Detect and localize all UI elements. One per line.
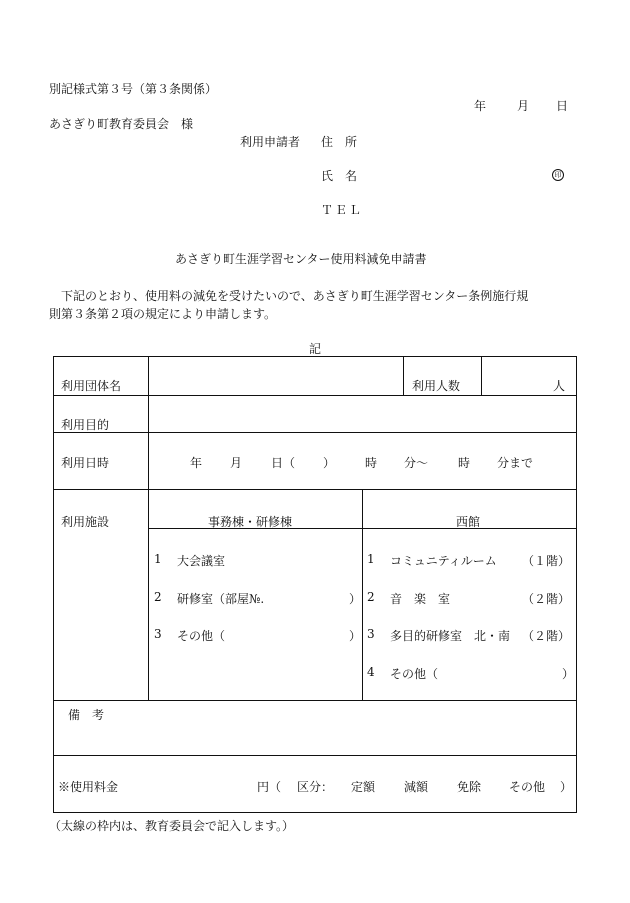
fee-label: ※使用料金 [58,780,119,794]
right-item-no: 4 [367,665,375,679]
right-item-suffix: （２階） [522,629,571,643]
dt-month: 月 [230,456,243,470]
people-unit: 人 [553,379,566,393]
dt-paren-close: ） [323,456,336,470]
fee-option-reduced[interactable]: 減額 [404,780,429,794]
remarks-field[interactable] [120,704,570,752]
address-label: 住 所 [321,135,358,149]
fee-yen: 円（ [257,780,282,794]
right-item-no: 1 [367,552,375,566]
right-item-label[interactable]: 多目的研修室 北・南 [390,629,511,643]
intro-text-line2: 則第３条第２項の規定により申請します。 [49,307,277,321]
col-right-header: 西館 [456,515,481,529]
fee-option-fixed[interactable]: 定額 [351,780,376,794]
footnote: （太線の枠内は、教育委員会で記入します。） [49,819,295,833]
purpose-field[interactable] [152,397,572,430]
dt-year: 年 [190,456,203,470]
purpose-label: 利用目的 [61,418,110,432]
left-item-label[interactable]: 大会議室 [177,554,226,568]
date-month-label: 月 [517,99,530,113]
document-title: あさぎり町生涯学習センター使用料減免申請書 [175,252,427,266]
datetime-label: 利用日時 [61,456,110,470]
fee-option-other[interactable]: その他 [509,780,546,794]
right-item-label[interactable]: コミュニティルーム [390,554,497,568]
right-item-label[interactable]: 音 楽 室 [390,592,451,606]
applicant-label: 利用申請者 [240,135,301,149]
left-item-label[interactable]: 研修室（部屋№. [177,592,265,606]
right-item-suffix: ） [562,667,575,681]
dt-hour2: 時 [458,456,471,470]
name-label: 氏 名 [321,169,358,183]
fee-option-exempt[interactable]: 免除 [457,780,482,794]
left-item-no: 1 [154,552,162,566]
date-day-label: 日 [556,99,569,113]
addressee: あさぎり町教育委員会 様 [49,117,194,131]
left-item-no: 3 [154,627,162,641]
left-item-close: ） [349,592,362,606]
date-year-label: 年 [474,99,487,113]
dt-min-to: 分まで [497,456,534,470]
facility-label: 利用施設 [61,515,110,529]
remarks-label: 備 考 [68,708,105,722]
left-item-close: ） [349,629,362,643]
fee-close: ） [560,780,573,794]
right-item-suffix: （２階） [522,592,571,606]
seal-mark: 印 [552,169,564,181]
people-count-label: 利用人数 [412,379,461,393]
col-left-header: 事務棟・研修棟 [208,515,293,529]
intro-text-line1: 下記のとおり、使用料の減免を受けたいので、あさぎり町生涯学習センター条例施行規 [61,289,529,303]
right-item-no: 3 [367,627,375,641]
right-item-suffix: （１階） [522,554,571,568]
right-item-label[interactable]: その他（ [390,667,439,681]
right-item-no: 2 [367,590,375,604]
people-count-field[interactable] [486,358,546,393]
group-name-field[interactable] [152,358,400,393]
dt-min-from: 分～ [404,456,429,470]
dt-hour: 時 [365,456,378,470]
group-name-label: 利用団体名 [61,379,122,393]
ki-label: 記 [309,342,322,356]
form-number: 別記様式第３号（第３条関係） [49,82,218,96]
tel-label: ＴＥＬ [321,203,364,217]
left-item-no: 2 [154,590,162,604]
fee-kubun: 区分： [297,780,334,794]
dt-day: 日（ [271,456,296,470]
left-item-label[interactable]: その他（ [177,629,226,643]
